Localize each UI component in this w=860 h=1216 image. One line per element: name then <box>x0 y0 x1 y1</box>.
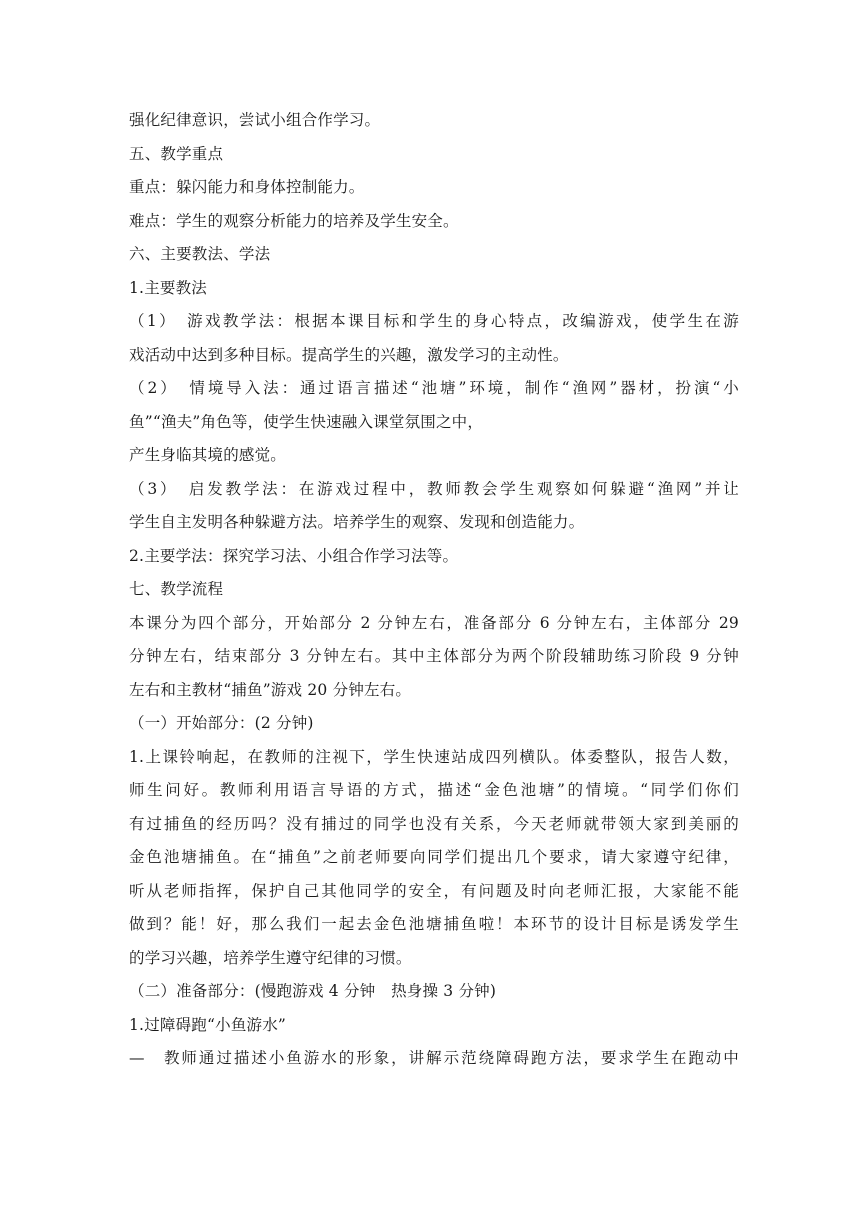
section-heading: 七、教学流程 <box>129 580 224 598</box>
text-line: 学生自主发明各种躲避方法。培养学生的观察、发现和创造能力。 <box>129 513 585 531</box>
text-line: 1.过障碍跑“小鱼游水” <box>129 1015 287 1034</box>
text-line: 产生身临其境的感觉。 <box>129 446 287 464</box>
text-line: 重点：躲闪能力和身体控制能力。 <box>129 178 365 196</box>
section-heading: 五、教学重点 <box>129 144 224 163</box>
text-line: （1） 游戏教学法：根据本课目标和学生的身心特点，改编游戏，使学生在游 <box>129 312 739 330</box>
text-line: 有过捕鱼的经历吗？没有捕过的同学也没有关系，今天老师就带领大家到美丽的 <box>129 814 739 833</box>
subsection-heading: （二）准备部分：(慢跑游戏 4 分钟 热身操 3 分钟) <box>129 982 497 1000</box>
text-line: 金色池塘捕鱼。在“捕鱼”之前老师要向同学们提出几个要求，请大家遵守纪律， <box>129 848 739 866</box>
document-body <box>129 104 739 1076</box>
subsection-heading: （一）开始部分：(2 分钟) <box>129 714 314 732</box>
text-line: （3） 启发教学法：在游戏过程中，教师教会学生观察如何躲避“渔网”并让 <box>129 479 739 498</box>
subsection-heading: 1.主要教法 <box>129 278 207 297</box>
text-line: 师生问好。教师利用语言导语的方式，描述“金色池塘”的情境。“同学们你们 <box>129 781 739 799</box>
text-line: 听从老师指挥，保护自己其他同学的安全，有问题及时向老师汇报，大家能不能 <box>129 881 739 900</box>
text-line: 戏活动中达到多种目标。提高学生的兴趣，激发学习的主动性。 <box>129 345 569 364</box>
text-line: 做到？能！好，那么我们一起去金色池塘捕鱼啦！本环节的设计目标是诱发学生 <box>129 915 739 933</box>
text-line: 难点：学生的观察分析能力的培养及学生安全。 <box>129 211 459 230</box>
section-heading: 六、主要教法、学法 <box>129 245 271 263</box>
text-line: — 教师通过描述小鱼游水的形象，讲解示范绕障碍跑方法，要求学生在跑动中 <box>129 1049 739 1067</box>
text-line: （2） 情境导入法：通过语言描述“池塘”环境，制作“渔网”器材，扮演“小 <box>129 379 739 397</box>
text-line: 左右和主教材“捕鱼”游戏 20 分钟左右。 <box>129 680 412 699</box>
text-line: 强化纪律意识，尝试小组合作学习。 <box>129 111 381 129</box>
text-line: 鱼”“渔夫”角色等，使学生快速融入课堂氛围之中， <box>129 412 484 431</box>
text-line: 2.主要学法：探究学习法、小组合作学习法等。 <box>129 546 459 565</box>
text-line: 分钟左右，结束部分 3 分钟左右。其中主体部分为两个阶段辅助练习阶段 9 分钟 <box>129 647 739 665</box>
text-line: 本课分为四个部分，开始部分 2 分钟左右，准备部分 6 分钟左右，主体部分 29 <box>129 613 739 632</box>
text-line: 1.上课铃响起，在教师的注视下，学生快速站成四列横队。体委整队，报告人数， <box>129 747 739 766</box>
text-line: 的学习兴趣，培养学生遵守纪律的习惯。 <box>129 948 412 967</box>
